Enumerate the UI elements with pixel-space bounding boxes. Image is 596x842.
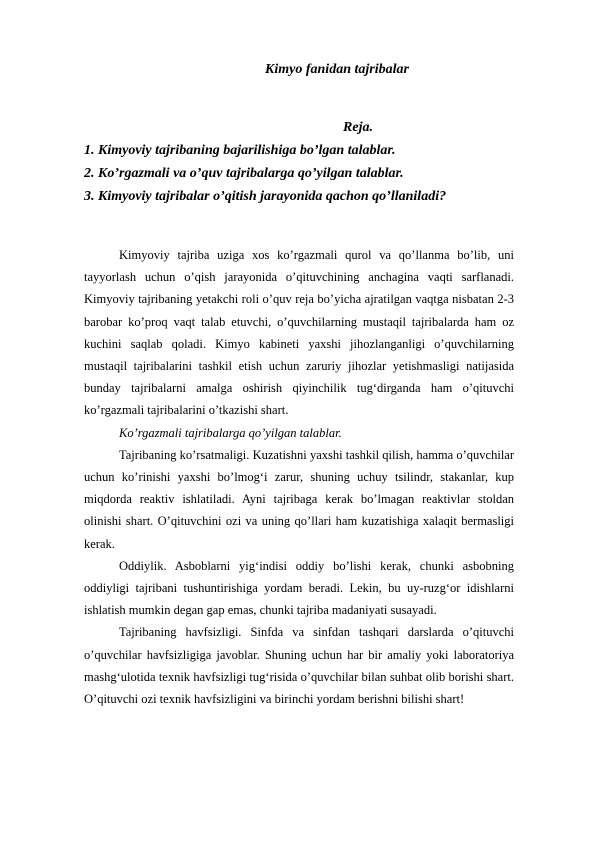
plan-heading: Reja. [343,120,373,135]
plan-item: 3. Kimyoviy tajribalar o’qitish jarayonida qachon qo’llaniladi? [84,189,447,204]
paragraph-safety: Tajribaning havfsizligi. Sinfda va sinfdan tashqari darslarda o’qituvchi o’quvchilar havfsizligiga javoblar. Shuning uchun har bir amaliy yoki laboratoriya mashg‘ulotida texnik havfsizligi tug‘risida o’quvchilar bilan suhbat olib borishi shart. O’qituvchi ozi texnik havfsizligini va birinchi yordam berishni bilishi shart! [84,625,514,707]
document-title: Kimyo fanidan tajribalar [265,62,409,77]
plan-item: 1. Kimyoviy tajribaning bajarilishiga bo’lgan talablar. [84,143,396,158]
subheading-requirements: Ko’rgazmali tajribalarga qo’yilgan talablar. [119,425,342,440]
paragraph-intro: Kimyoviy tajriba uziga xos ko’rgazmali qurol va qo’llanma bo’lib, uni tayyorlash uchun o’qish jarayonida o’qituvchining anchagina vaqti sarflanadi. Kimyoviy tajribaning yetakchi roli o’quv reja bo’yicha ajratilgan vaqtga nisbatan 2-3 barobar ko’proq vaqt talab etuvchi, o’quvchilarning mustaqil tajribalarda ham oz kuchini saqlab qoladi. Kimyo kabineti yaxshi jihozlanganligi o’quvchilarning mustaqil tajribalarini tashkil etish uchun zaruriy jihozlar yetishmasligi natijasida bunday tajribalarni amalga oshirish qiyinchilik tug‘dirganda ham o’qituvchi ko’rgazmali tajribalarini o’tkazishi shart. [84,248,514,418]
paragraph-simplicity: Oddiylik. Asboblarni yig‘indisi oddiy bo’lishi kerak, chunki asbobning oddiyligi tajribani tushuntirishiga yordam beradi. Lekin, bu uy-ruzg‘or idishlarni ishlatish mumkin degan gap emas, chunki tajriba madaniyati susayadi. [84,558,514,618]
plan-item: 2. Ko’rgazmali va o’quv tajribalarga qo’yilgan talablar. [84,166,404,181]
plan-list [84,143,524,212]
body-text [84,244,514,710]
paragraph-visibility: Tajribaning ko’rsatmaligi. Kuzatishni yaxshi tashkil qilish, hamma o’quvchilar uchun ko’rinishi yaxshi bo’lmog‘i zarur, shuning uchuy tsilindr, stakanlar, kup miqdorda reaktiv ishlatiladi. Ayni tajribaga kerak bo’lmagan reaktivlar stoldan olinishi shart. O’qituvchini ozi va uning qo’llari ham kuzatishiga xalaqit bermasligi kerak. [84,447,514,551]
